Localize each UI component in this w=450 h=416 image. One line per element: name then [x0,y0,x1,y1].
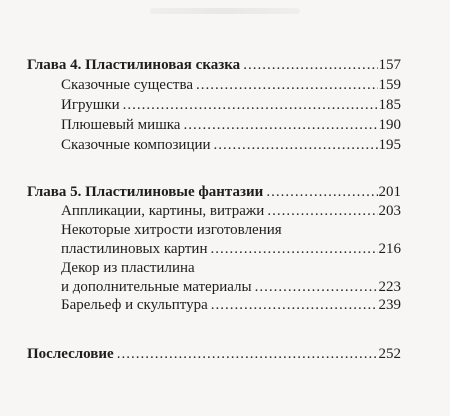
toc-item-label-line2: и дополнительные материалы [61,279,252,295]
toc-item [61,137,401,154]
leader-dots [211,241,378,258]
leader-dots [196,77,377,94]
leader-dots [255,279,378,296]
toc-item [61,279,401,296]
toc-item-label: Сказочные существа [61,77,194,93]
toc-item-page: 216 [378,241,401,257]
toc-item-page: 195 [378,137,401,153]
leader-dots [123,97,378,114]
leader-dots [243,57,377,74]
leader-dots [183,117,377,134]
chapter-4-page: 157 [378,57,401,73]
chapter-5-page: 201 [378,184,401,200]
toc-chapter-4 [27,57,401,74]
toc-item-page: 203 [378,203,401,219]
afterword-title: Послесловие [27,346,114,362]
leader-dots [211,297,378,314]
leader-dots [117,346,378,363]
top-page-shadow [150,8,300,14]
toc-item-page: 239 [378,297,401,313]
toc-item-label-line1: Декор из пластилина [61,260,195,276]
toc-item-page: 185 [378,97,401,113]
toc-item [61,297,401,314]
leader-dots [266,184,377,201]
toc-item-label: Аппликации, картины, витражи [61,203,265,219]
toc-item [61,117,401,134]
leader-dots [214,137,378,154]
toc-item [61,203,401,220]
toc-chapter-5 [27,184,401,201]
toc-afterword [27,346,401,363]
toc-item-label: Барельеф и скульптура [61,297,208,313]
toc-item [61,97,401,114]
toc-item-label-line2: пластилиновых картин [61,241,208,257]
chapter-5-title: Глава 5. Пластилиновые фантазии [27,184,264,200]
leader-dots [267,203,377,220]
toc-item-page: 223 [378,279,401,295]
toc-item-page: 159 [378,77,401,93]
afterword-page: 252 [378,346,401,362]
toc-item-label: Сказочные композиции [61,137,211,153]
toc-item-label: Плюшевый мишка [61,117,181,133]
toc-item-label-line1: Некоторые хитрости изготовления [61,222,282,238]
chapter-4-title: Глава 4. Пластилиновая сказка [27,57,241,73]
toc-item-label: Игрушки [61,97,120,113]
toc-item-page: 190 [378,117,401,133]
toc-item [61,241,401,258]
toc-item [61,77,401,94]
